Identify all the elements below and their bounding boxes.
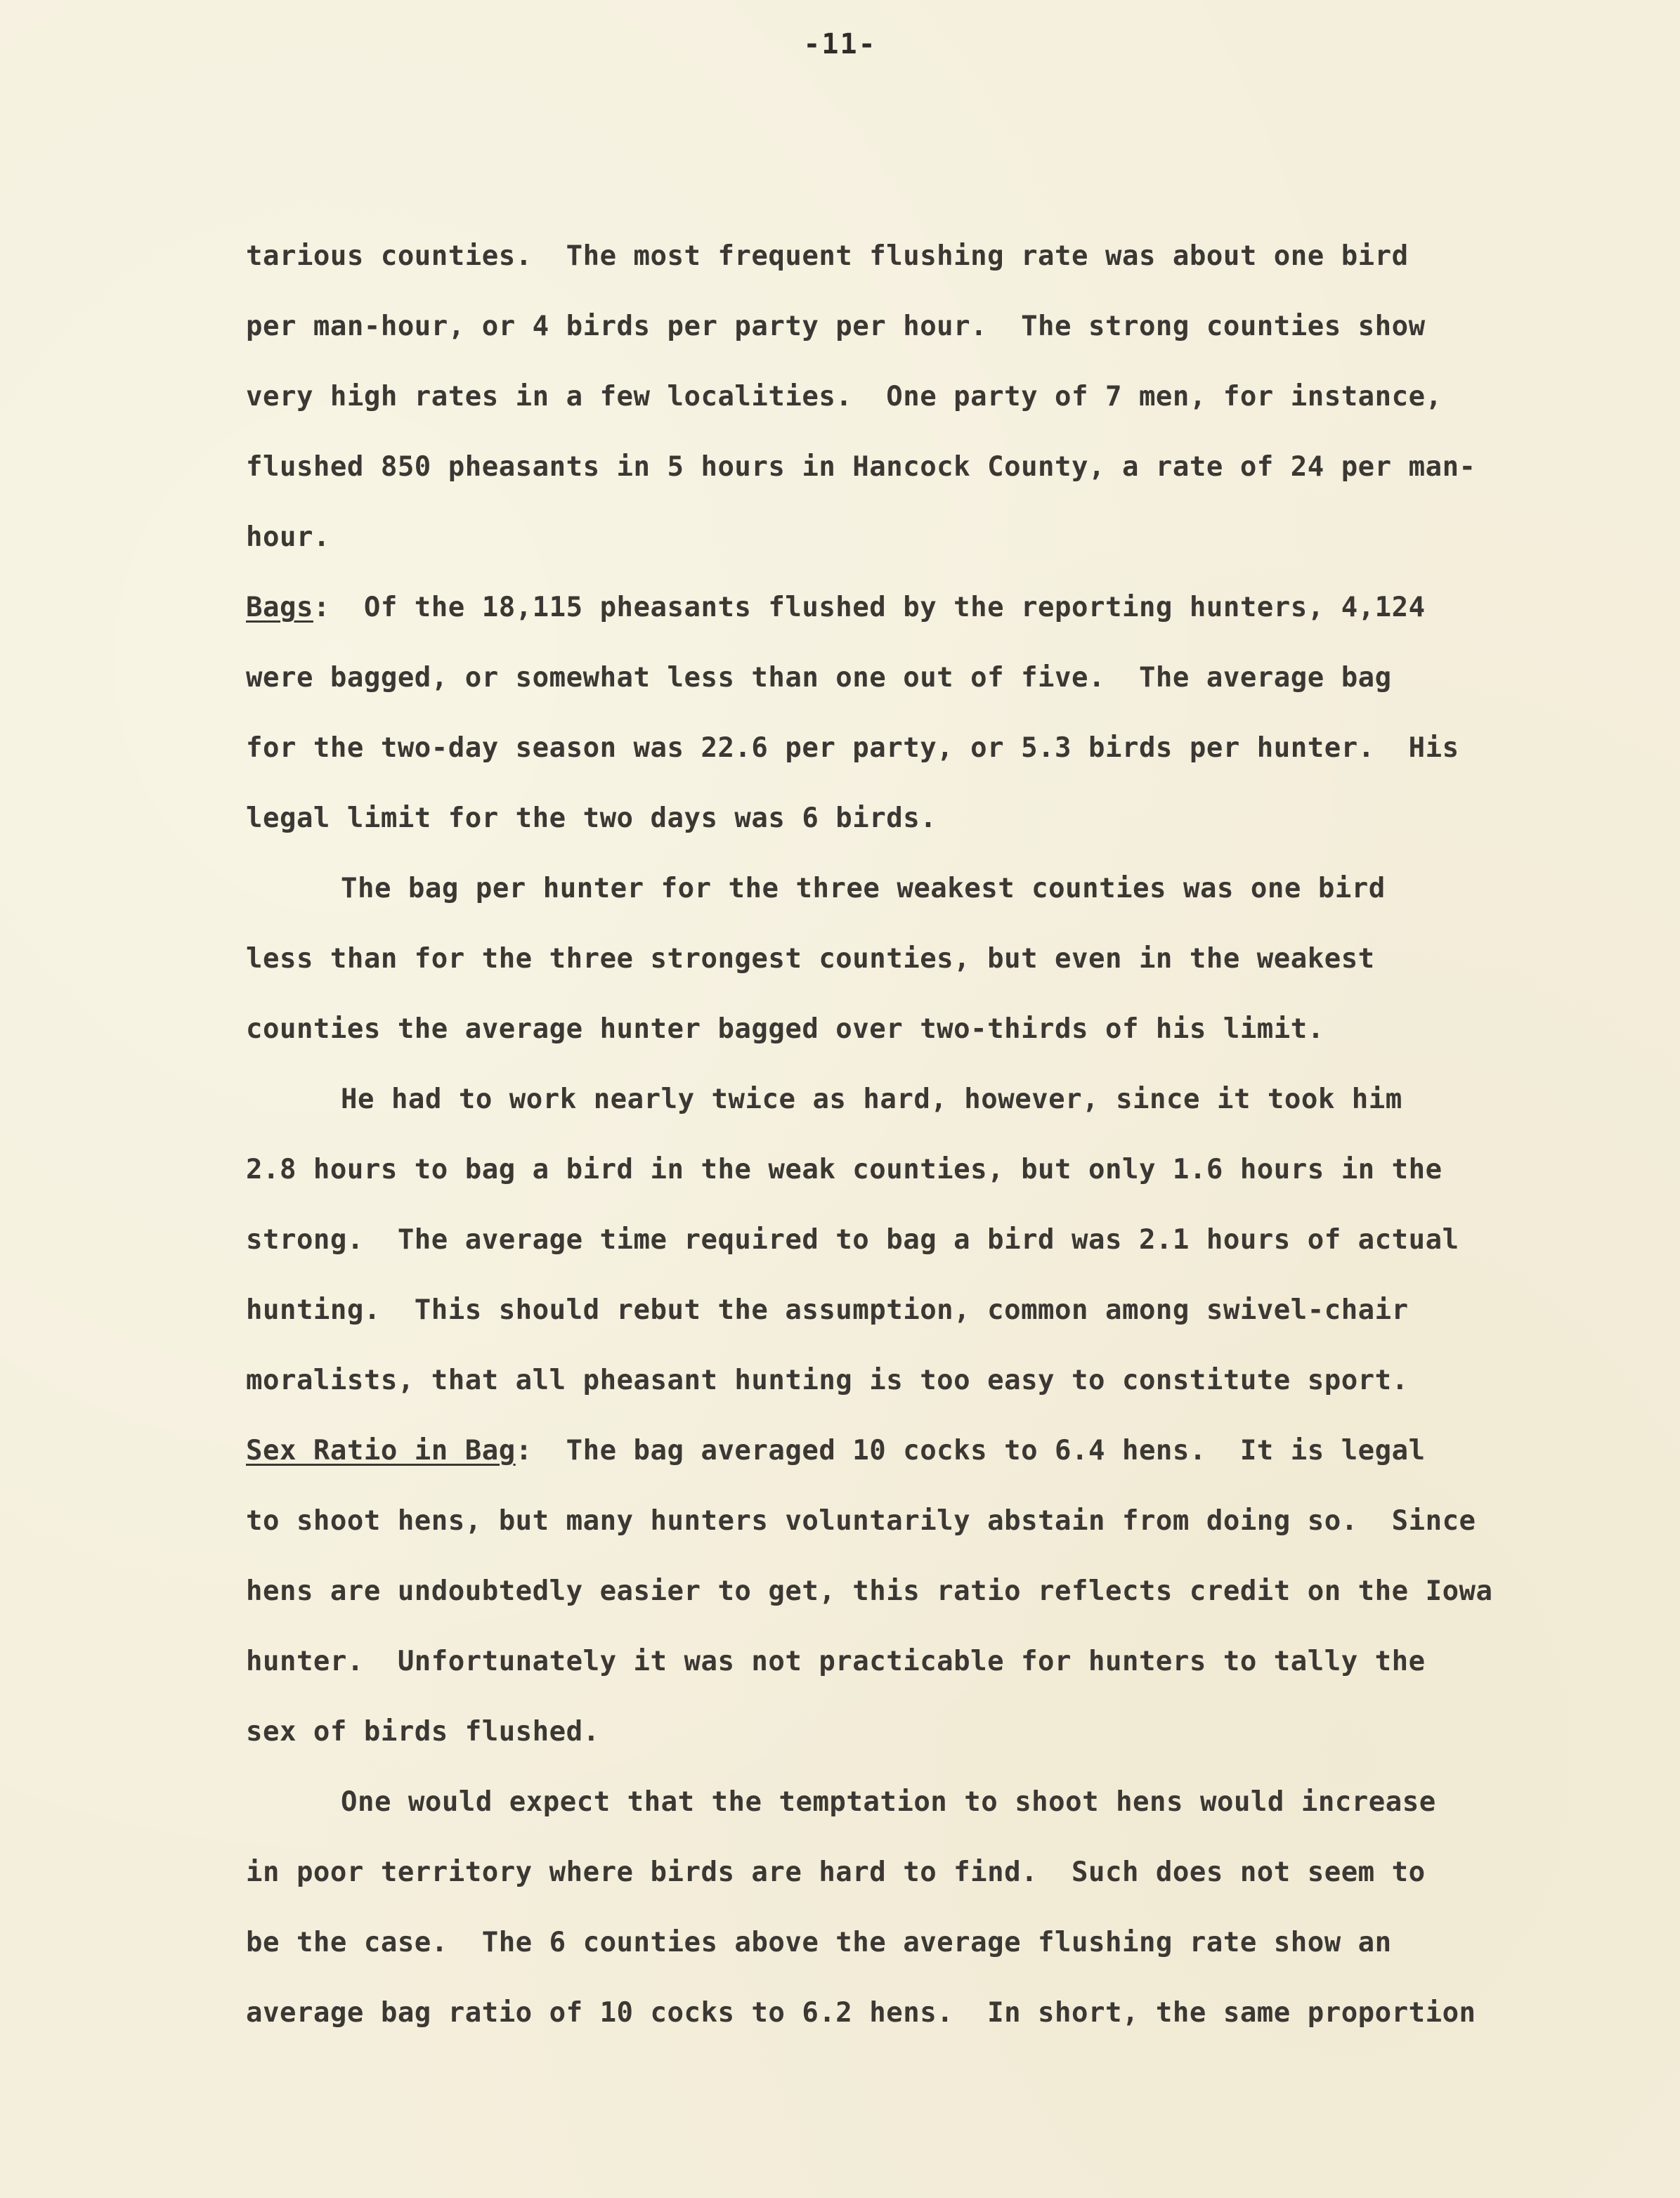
section-line-text: : The bag averaged 10 cocks to 6.4 hens. It is legal	[515, 1435, 1426, 1467]
text-line: hunting. This should rebut the assumption, common among swivel-chair	[246, 1294, 1409, 1326]
text-line: less than for the three strongest counties, but even in the weakest	[246, 943, 1375, 975]
text-line: very high rates in a few localities. One party of 7 men, for instance,	[246, 381, 1443, 412]
paragraph-start-line: One would expect that the temptation to shoot hens would increase	[341, 1786, 1436, 1818]
section-heading-sex-ratio: Sex Ratio in Bag	[246, 1435, 516, 1467]
text-line: per man-hour, or 4 birds per party per hour. The strong counties show	[246, 311, 1426, 342]
text-line: to shoot hens, but many hunters voluntarily abstain from doing so. Since	[246, 1505, 1476, 1537]
section-heading-bags: Bags	[246, 592, 313, 623]
text-line: tarious counties. The most frequent flushing rate was about one bird	[246, 240, 1409, 272]
section-line-text: : Of the 18,115 pheasants flushed by the reporting hunters, 4,124	[313, 592, 1426, 623]
paragraph-start-line: The bag per hunter for the three weakest counties was one bird	[341, 873, 1386, 904]
text-line: legal limit for the two days was 6 birds.	[246, 802, 937, 834]
text-line: sex of birds flushed.	[246, 1716, 600, 1748]
text-line: flushed 850 pheasants in 5 hours in Hancock County, a rate of 24 per man-	[246, 451, 1476, 483]
text-line: were bagged, or somewhat less than one out of five. The average bag	[246, 662, 1392, 694]
text-line: hunter. Unfortunately it was not practicable for hunters to tally the	[246, 1646, 1426, 1677]
text-line: be the case. The 6 counties above the average flushing rate show an	[246, 1927, 1392, 1958]
page-number: -11-	[803, 28, 877, 60]
section-line-bags	[246, 594, 1426, 621]
text-line: in poor territory where birds are hard to find. Such does not seem to	[246, 1856, 1426, 1888]
text-line: for the two-day season was 22.6 per party, or 5.3 birds per hunter. His	[246, 732, 1459, 764]
text-line: moralists, that all pheasant hunting is too easy to constitute sport.	[246, 1365, 1409, 1396]
text-line: strong. The average time required to bag a bird was 2.1 hours of actual	[246, 1224, 1459, 1256]
text-line: average bag ratio of 10 cocks to 6.2 hens. In short, the same proportion	[246, 1997, 1476, 2029]
text-line: hens are undoubtedly easier to get, this ratio reflects credit on the Iowa	[246, 1575, 1493, 1607]
paragraph-start-line: He had to work nearly twice as hard, however, since it took him	[341, 1084, 1402, 1115]
text-line: counties the average hunter bagged over two-thirds of his limit.	[246, 1013, 1324, 1045]
text-line: hour.	[246, 521, 330, 553]
text-line: 2.8 hours to bag a bird in the weak counties, but only 1.6 hours in the	[246, 1154, 1443, 1185]
section-line-sex-ratio	[246, 1435, 1426, 1467]
